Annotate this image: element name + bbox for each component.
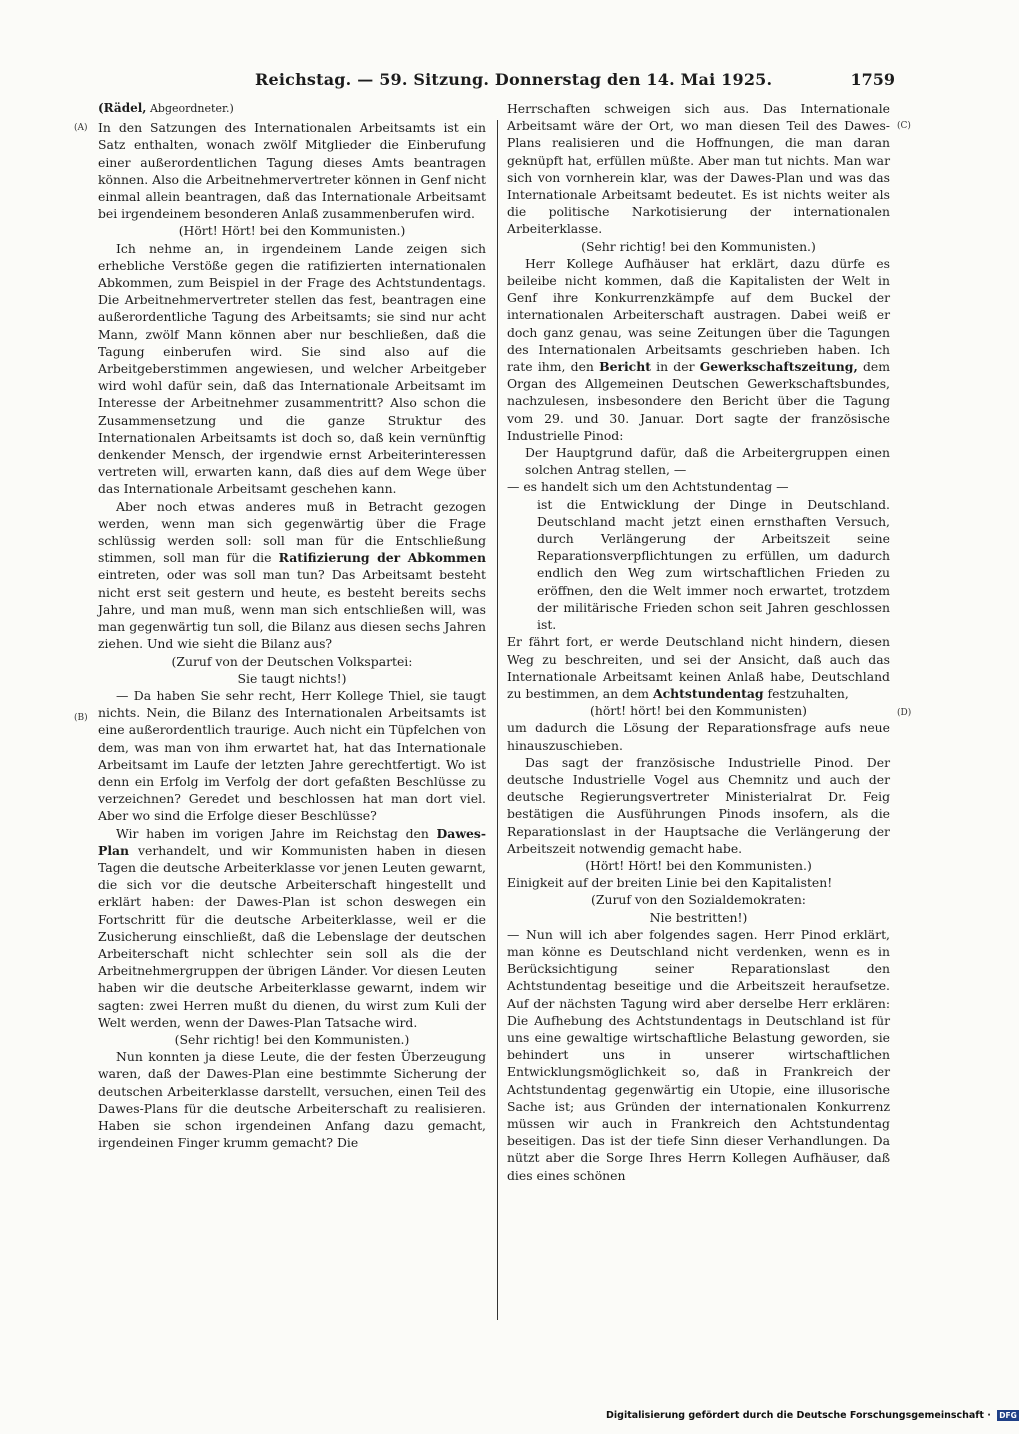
paragraph: Ich nehme an, in irgendeinem Lande zeigen sich erhebliche Verstöße gegen die ratifizierten internationalen Abkommen, zum Beispiel in der Frage des Achtstundentags. Die Arbeitnehmervertreter stellen das fest, beantragen eine außerordentliche Tagung des Arbeitsamts; sie sind nur acht Mann, zwölf Mann können aber nur beschließen, daß die Tagung einberufen wird. Sie sind also auf die Arbeitgeberstimmen angewiesen, und welcher Arbeitgeber wird wohl dafür sein, daß das Internationale Arbeitsamt im Interesse der Arbeitnehmer zusammentritt? Also schon die Zusammensetzung und die ganze Struktur des Internationalen Arbeitsamts ist doch so, daß kein vernünftig denkender Mensch, der irgendwie ernst Arbeiterinteressen vertreten will, erwarten kann, daß dies auf dem Wege über das Internationale Arbeitsamt geschehen kann.	[98, 240, 486, 497]
margin-mark-a: (A)	[74, 123, 88, 133]
emphasis: Bericht	[599, 359, 651, 375]
text-run: Herr Kollege Aufhäuser hat erklärt, dazu dürfe es beileibe nicht kommen, daß die Kapitalisten der Welt in Genf ihre Konkurrenzkämpfe auf dem Buckel der internationalen Arbeiterschaft austragen. Dabei weiß er doch ganz genau, was seine Zeitungen über die Tagungen des Internationalen Arbeitsamts geschrieben haben. Ich rate ihm, den	[507, 255, 890, 375]
column-divider	[497, 120, 498, 1320]
interjection: (Hört! Hört! bei den Kommunisten.)	[585, 857, 812, 873]
quotation: Der Hauptgrund dafür, daß die Arbeitergruppen einen solchen Antrag stellen, —	[525, 445, 890, 478]
paragraph: In den Satzungen des Internationalen Arbeitsamts ist ein Satz enthalten, wonach zwölf Mitglieder die Einberufung einer außerordentlichen Tagung dieses Amts beantragen können. Also die Arbeitnehmervertreter können in Genf nicht einmal allein beantragen, daß das Internationale Arbeitsamt bei irgendeinem besonderen Anlaß zusammenberufen wird.	[98, 120, 486, 222]
paragraph	[98, 825, 486, 1031]
margin-mark-b: (B)	[74, 713, 88, 723]
text-run: verhandelt, und wir Kommunisten haben in diesen Tagen die deutsche Arbeiterklasse vor jenen Leuten gewarnt, die sich vor die deutsche Arbeiterschaft hingestellt und erklärt haben: der Dawes-Plan ist schon deswegen ein Fortschritt für die deutsche Arbeiterklasse, weil er die Zusicherung einschließt, daß die Lebenslage der deutschen Arbeiterschaft nicht schlechter sein soll als die der Arbeitnehmergruppen der übrigen Länder. Vor diesen Leuten haben wir die deutsche Arbeiterklasse gewarnt, indem wir sagten: zwei Herren mußt du dienen, du wirst zum Kuli der Welt werden, wenn der Dawes-Plan Tatsache wird.	[98, 842, 486, 1030]
dfg-logo-icon: DFG	[999, 1411, 1017, 1420]
emphasis: Ratifizierung der Abkommen	[278, 550, 486, 566]
margin-mark-c: (C)	[897, 121, 911, 131]
quotation-aside: — es handelt sich um den Achtstundentag —	[507, 479, 789, 495]
text-run: Er fährt fort, er werde Deutschland nicht hindern, diesen Weg zu beschreiten, und sei der Ansicht, daß auch das Internationale Arbeitsamt keinen Anlaß habe, Deutschland zu bestimmen, an dem	[507, 634, 890, 701]
speaker-role: Abgeordneter.)	[149, 102, 234, 115]
emphasis: Dawes-Plan	[98, 825, 486, 858]
paragraph	[507, 255, 890, 444]
paragraph: Herrschaften schweigen sich aus. Das Internationale Arbeitsamt wäre der Ort, wo man diesen Teil des Dawes-Plans realisieren und die Hoffnungen, die man daran geknüpft hat, erfüllen müßte. Aber man tut nichts. Man war sich von vornherein klar, was der Dawes-Plan und was das Internationale Arbeitsamt bedeutet. Es ist nichts weiter als die politische Narkotisierung der internationalen Arbeiterklasse.	[507, 101, 890, 237]
speaker-attribution	[98, 100, 486, 117]
running-head: Reichstag. — 59. Sitzung. Donnerstag den 14. Mai 1925.	[255, 70, 773, 89]
paragraph: — Da haben Sie sehr recht, Herr Kollege Thiel, sie taugt nichts. Nein, die Bilanz des Internationalen Arbeitsamts ist eine außerordentlich traurige. Auch nicht ein Tüpfelchen von dem, was man von ihm erwartet hat, hat das Internationale Arbeitsamt im Laufe der letzten Jahre gerechtfertigt. Wo ist denn ein Erfolg im Verfolg der dort gefaßten Beschlüsse zu verzeichnen? Geredet und beschlossen hat man dort viel. Aber wo sind die Erfolge dieser Beschlüsse?	[98, 687, 486, 824]
paragraph: Einigkeit auf der breiten Linie bei den Kapitalisten!	[507, 875, 833, 891]
text-run: eintreten, oder was soll man tun? Das Arbeitsamt besteht nicht erst seit gestern und heute, es besteht bereits sechs Jahre, und man muß, wenn man sich entschließen will, was man gegenwärtig tun soll, die Bilanz aus diesen sechs Jahren ziehen. Und wie sieht die Bilanz aus?	[98, 567, 486, 652]
paragraph	[507, 633, 890, 702]
text-run: in der	[656, 359, 695, 375]
text-run: festzuhalten,	[767, 685, 849, 701]
text-run: Aber noch etwas anderes muß in Betracht gezogen werden, wenn man sich gegenwärtig über die Frage schlüssig werden soll: soll man für die Entschließung stimmen, soll man für die	[98, 498, 486, 566]
left-column	[98, 100, 486, 1151]
page-number: 1759	[850, 70, 895, 89]
paragraph	[98, 498, 486, 653]
quotation: ist die Entwicklung der Dinge in Deutschland. Deutschland macht jetzt einen ernsthaften Versuch, durch Verlängerung der Arbeitszeit seine Reparationsverpflichtungen zu erfüllen, um dadurch endlich den Weg zum wirtschaftlichen Frieden zu eröffnen, den die Welt immer noch erwartet, trotzdem der militärische Frieden schon seit Jahren geschlossen ist.	[537, 496, 890, 633]
interjection: (Zuruf von der Deutschen Volkspartei:	[171, 653, 413, 669]
interjection: (Sehr richtig! bei den Kommunisten.)	[174, 1031, 410, 1047]
interjection: Sie taugt nichts!)	[237, 670, 347, 686]
paragraph: um dadurch die Lösung der Reparationsfrage aufs neue hinauszuschieben.	[507, 720, 890, 753]
text-run: dem Organ des Allgemeinen Deutschen Gewerkschaftsbundes, nachzulesen, insbesondere den Bericht über die Tagung vom 29. und 30. Januar. Dort sagte der französische Industrielle Pinod:	[507, 359, 890, 443]
interjection: (Hört! Hört! bei den Kommunisten.)	[178, 223, 406, 239]
text-run: Wir haben im vorigen Jahre im Reichstag den	[116, 825, 429, 841]
emphasis: Achtstundentag	[652, 685, 764, 701]
paragraph: Nun konnten ja diese Leute, die der festen Überzeugung waren, daß der Dawes-Plan eine bestimmte Sicherung der deutschen Arbeiterklasse darstellt, versuchen, einen Teil des Dawes-Plans für die deutsche Arbeiterschaft zu realisieren. Haben sie schon irgendeinen Anfang dazu gemacht, irgendeinen Finger krumm gemacht? Die	[98, 1049, 486, 1151]
paragraph: — Nun will ich aber folgendes sagen. Herr Pinod erklärt, man könne es Deutschland nicht verdenken, wenn es in Berücksichtigung seiner Reparationslast den Achtstundentag beseitige und die Arbeitszeit heraufsetze. Auf der nächsten Tagung wird aber derselbe Herr erklären: Die Aufhebung des Achtstundentags in Deutschland ist für uns eine gewaltige wirtschaftliche Belastung geworden, sie behindert uns in unserer wirtschaftlichen Entwicklungsmöglichkeit so, daß in Frankreich der Achtstundentag gegenwärtig ein Utopie, eine illusorische Sache ist; aus Gründen der internationalen Konkurrenz müssen wir auch in Frankreich den Achtstundentag beseitigen. Das ist der tiefe Sinn dieser Verhandlungen. Da nützt aber die Sorge Ihres Herrn Kollegen Aufhäuser, daß dies eines schönen	[507, 926, 890, 1183]
interjection: (hört! hört! bei den Kommunisten)	[590, 703, 807, 719]
page-header	[255, 70, 895, 94]
speaker-name: (Rädel,	[98, 101, 147, 115]
margin-mark-d: (D)	[897, 708, 912, 718]
interjection: (Zuruf von den Sozialdemokraten:	[591, 892, 806, 908]
interjection: Nie bestritten!)	[649, 909, 748, 925]
digitization-footer	[606, 1410, 1019, 1421]
right-column	[507, 100, 890, 1184]
emphasis: Gewerkschaftszeitung,	[699, 359, 858, 375]
footer-text: Digitalisierung gefördert durch die Deutsche Forschungsgemeinschaft ·	[606, 1410, 991, 1421]
interjection: (Sehr richtig! bei den Kommunisten.)	[581, 238, 816, 254]
paragraph: Das sagt der französische Industrielle Pinod. Der deutsche Industrielle Vogel aus Chemnitz und auch der deutsche Regierungsvertreter Ministerialrat Dr. Feig bestätigen die Ausführungen Pinods insofern, als die Reparationslast in der Hauptsache die Verlängerung der Arbeitszeit notwendig gemacht habe.	[507, 754, 890, 856]
